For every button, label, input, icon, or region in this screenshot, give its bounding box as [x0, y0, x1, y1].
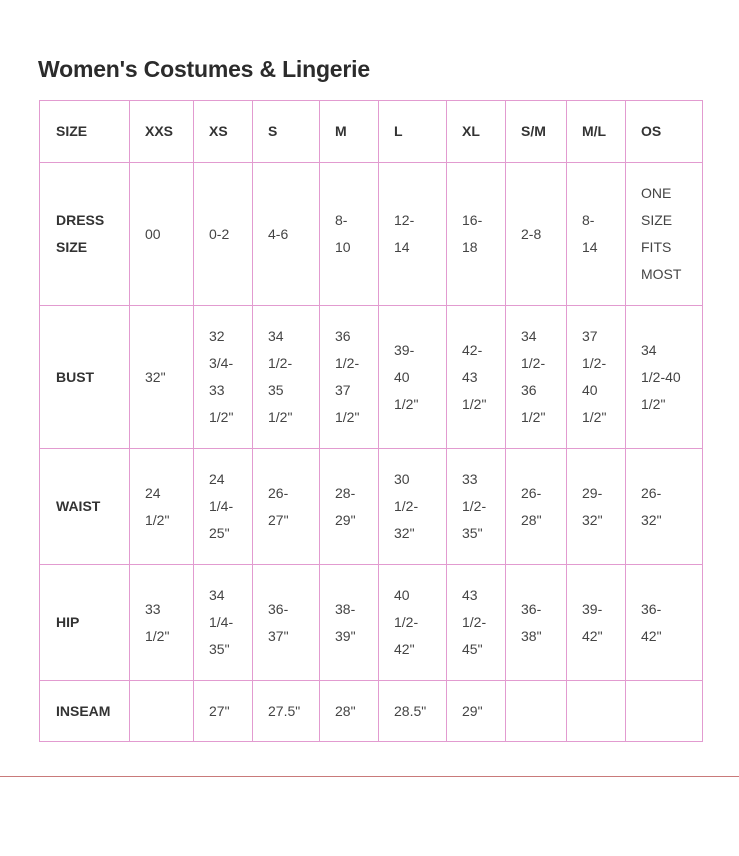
table-header-row — [40, 101, 703, 163]
header-cell-xs: XS — [194, 101, 253, 163]
header-cell-l: L — [379, 101, 447, 163]
table-row — [40, 565, 703, 681]
table-cell: 27.5" — [253, 681, 320, 742]
table-cell: 00 — [130, 163, 194, 306]
header-cell-os: OS — [626, 101, 703, 163]
table-cell: 32" — [130, 306, 194, 449]
table-row — [40, 681, 703, 742]
table-cell: 32 3/4- 33 1/2" — [194, 306, 253, 449]
table-cell: 38- 39" — [320, 565, 379, 681]
table-cell: 26- 28" — [506, 449, 567, 565]
table-cell: 37 1/2- 40 1/2" — [567, 306, 626, 449]
table-cell: 42- 43 1/2" — [447, 306, 506, 449]
table-cell: 34 1/2- 35 1/2" — [253, 306, 320, 449]
header-cell-s: S — [253, 101, 320, 163]
table-cell: 34 1/2-40 1/2" — [626, 306, 703, 449]
table-cell: 36- 38" — [506, 565, 567, 681]
table-cell: 39- 40 1/2" — [379, 306, 447, 449]
size-chart-table — [39, 100, 703, 742]
header-cell-xxs: XXS — [130, 101, 194, 163]
table-row — [40, 449, 703, 565]
table-cell: 29- 32" — [567, 449, 626, 565]
table-cell: 43 1/2- 45" — [447, 565, 506, 681]
table-cell — [567, 681, 626, 742]
header-cell-sm: S/M — [506, 101, 567, 163]
header-cell-xl: XL — [447, 101, 506, 163]
table-cell: 24 1/4- 25" — [194, 449, 253, 565]
table-cell: 26- 32" — [626, 449, 703, 565]
table-cell: 30 1/2- 32" — [379, 449, 447, 565]
row-label-waist: WAIST — [40, 449, 130, 565]
row-label-inseam: INSEAM — [40, 681, 130, 742]
table-cell: 16- 18 — [447, 163, 506, 306]
table-cell — [626, 681, 703, 742]
table-cell: 36 1/2- 37 1/2" — [320, 306, 379, 449]
table-cell — [506, 681, 567, 742]
table-cell: 34 1/4- 35" — [194, 565, 253, 681]
table-cell: 4-6 — [253, 163, 320, 306]
page-title: Women's Costumes & Lingerie — [38, 56, 370, 82]
table-row — [40, 163, 703, 306]
table-cell: 39- 42" — [567, 565, 626, 681]
table-cell: 28" — [320, 681, 379, 742]
header-cell-size: SIZE — [40, 101, 130, 163]
table-cell: 34 1/2- 36 1/2" — [506, 306, 567, 449]
table-cell: 28- 29" — [320, 449, 379, 565]
table-cell: 0-2 — [194, 163, 253, 306]
table-cell: 8- 10 — [320, 163, 379, 306]
row-label-dress-size: DRESS SIZE — [40, 163, 130, 306]
row-label-hip: HIP — [40, 565, 130, 681]
table-cell: 12- 14 — [379, 163, 447, 306]
table-cell: 2-8 — [506, 163, 567, 306]
table-cell: 33 1/2" — [130, 565, 194, 681]
table-row — [40, 306, 703, 449]
table-cell: ONE SIZE FITS MOST — [626, 163, 703, 306]
table-cell: 29" — [447, 681, 506, 742]
table-cell: 28.5" — [379, 681, 447, 742]
header-cell-m: M — [320, 101, 379, 163]
table-cell: 36- 37" — [253, 565, 320, 681]
header-cell-ml: M/L — [567, 101, 626, 163]
table-cell: 27" — [194, 681, 253, 742]
page-divider — [0, 776, 739, 777]
table-cell: 8- 14 — [567, 163, 626, 306]
row-label-bust: BUST — [40, 306, 130, 449]
table-cell — [130, 681, 194, 742]
table-cell: 26- 27" — [253, 449, 320, 565]
table-cell: 33 1/2- 35" — [447, 449, 506, 565]
table-cell: 36- 42" — [626, 565, 703, 681]
table-cell: 40 1/2- 42" — [379, 565, 447, 681]
table-cell: 24 1/2" — [130, 449, 194, 565]
